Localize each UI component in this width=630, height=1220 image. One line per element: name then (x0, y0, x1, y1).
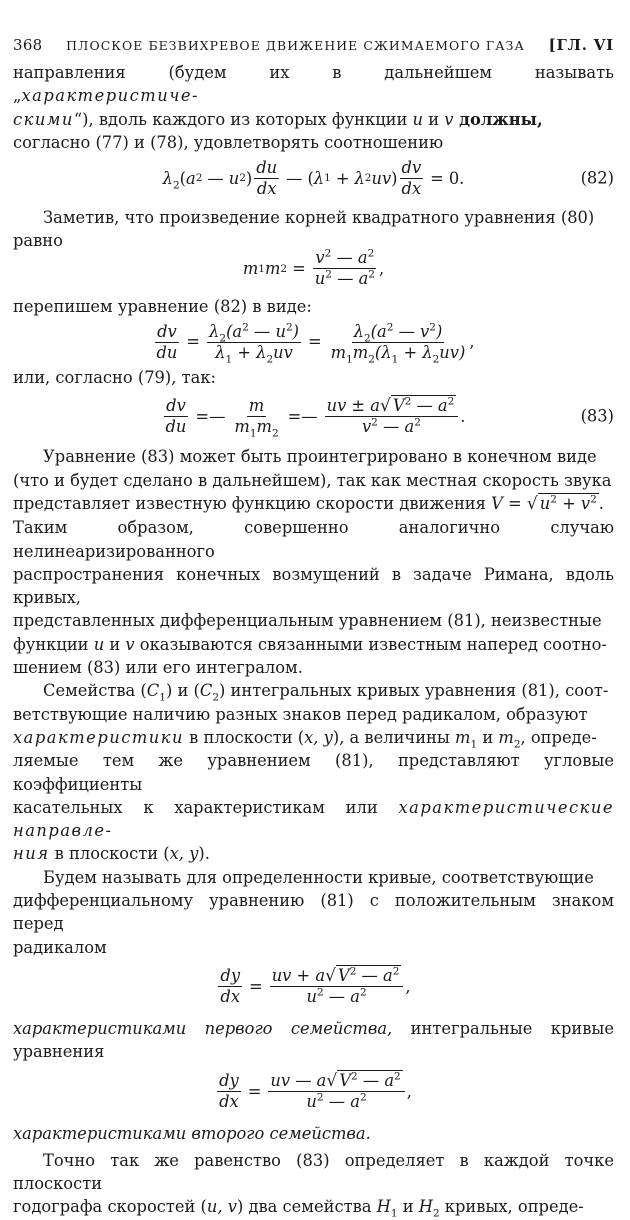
paragraph-characteristic-directions: направления (будем их в дальнейшем называть „характеристиче- скими“), вдоль каждого из которых функции u и v должны, согласно (77) и (78), удовлетворять соотношению (13, 63, 614, 152)
paragraph-first-family: характеристиками первого семейства, интегральные кривые уравнения (13, 1018, 615, 1062)
equation-first-family: $\frac{dy}{dx}$ = $\frac{uv + a√ V^2 — a^2}{u^2 — a^2}$ , (220, 965, 411, 1007)
equation-roots-product: m 1 m 2 = $\frac{v^2 — a^2}{u^2 — a^2}$ , (242, 247, 385, 289)
running-title: ПЛОСКОЕ БЕЗВИХРЕВОЕ ДВИЖЕНИЕ СЖИМАЕМОГО ГАЗА (66, 38, 525, 53)
running-header (13, 34, 614, 58)
paragraph-families: Семейства $(C_1)$ и $(C_2)$ интегральных кривых уравнения (81), соот- ветствующие наличию разных знаков перед радикалом, образуют характеристики в плоскости (x, y), а величины $m_1$ и $m_2$, опреде- ляемые тем же уравнением (81), представляют угловые коэффициенты касательных к характеристикам или характеристические направле- ния в плоскости (x, y). (13, 681, 614, 864)
equation-number: (82) (580, 168, 614, 188)
equation-second-family: $\frac{dy}{dx}$ = $\frac{uv — a√ V^2 — a^2}{u^2 — a^2}$ , (219, 1070, 412, 1111)
equation-82: $\lambda_2$ ( a 2 — u 2 ) du dx — ( λ 1 + λ 2 uv ) $\frac{dv}{dx}$ = 0. (82) (162, 157, 614, 198)
equation-dv-du-expanded: $\frac{dv}{du}$ = $\frac{\lambda_2(a^2 — u^2)}{\lambda_1 + \lambda_2uv}$ = $\frac{\lambda_2(a^2 — v^2)}{m_1m_2(\lambda_1 + \lambda_2uv)}$ , (156, 321, 475, 365)
equation-number: (83) (580, 406, 614, 426)
page-number: 368 (13, 36, 43, 54)
paragraph-rewrite: перепишем уравнение (82) в виде: (13, 296, 312, 316)
paragraph-definition: Будем называть для определенности кривые, соответствующие дифференциальному уравнению (81) с положительным знаком перед радикалом (13, 867, 614, 957)
paragraph-second-family: характеристиками второго семейства. (13, 1123, 371, 1143)
equation-83: $\frac{dv}{du}$ =— $\frac{m}{m_1m_2}$ =— uv ± a√ $V^2$ — $a^2$ $v^2$ — $a^2$ . (83) (165, 395, 614, 440)
chapter-mark: [ГЛ. VI (548, 36, 614, 54)
paragraph-or-according: или, согласно (79), так: (13, 368, 216, 388)
paragraph-hodograph: Точно так же равенство (83) определяет в каждой точке плоскости годографа скоростей (u, v) два семейства $H_1$ и $H_2$ кривых, опреде- (13, 1150, 614, 1220)
paragraph-roots-product: Заметив, что произведение корней квадратного уравнения (80) равно (13, 208, 595, 251)
paragraph-integration: Уравнение (83) может быть проинтегрировано в конечном виде (что и будет сделано в дальнейшем), так как местная скорость звука представляет известную функцию скорости движения V = √ $u^2 + v^2$ . Таким образом, совершенно аналогично случаю нелинеаризированного распространения конечных возмущений в задаче Римана, вдоль кривых, представленных дифференциальным уравнением (81), неизвестные функции u и v оказываются связанными известным наперед соотно- шением (83) или его интегралом. (13, 447, 614, 678)
